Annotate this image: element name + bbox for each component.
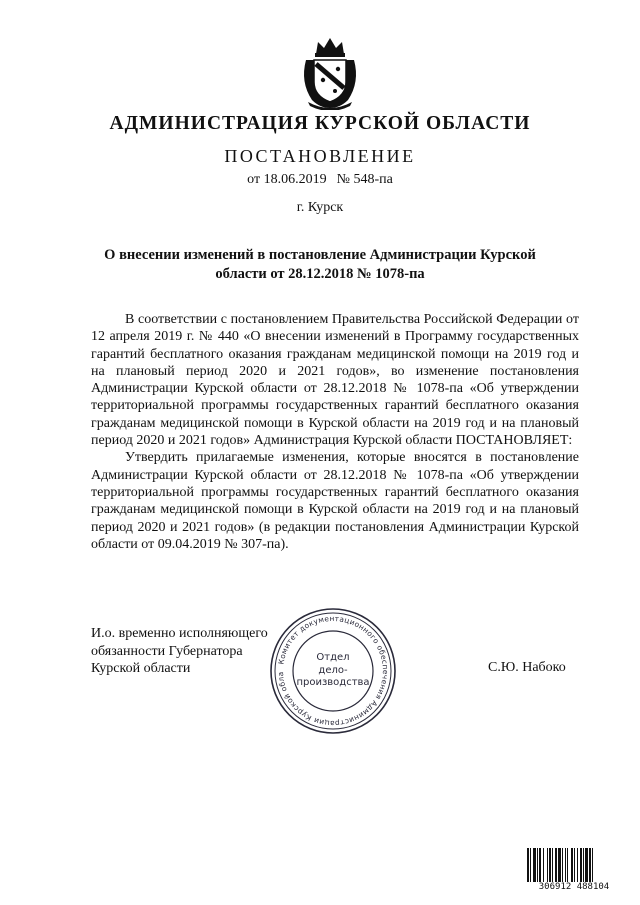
stamp-center-line-1: Отдел [316,652,350,663]
organization-title: АДМИНИСТРАЦИЯ КУРСКОЙ ОБЛАСТИ [109,113,531,134]
stamp-center-line-3: производства [296,677,370,688]
signatory-position-line-2: обязанности Губернатора [91,643,243,659]
barcode-bar [558,848,561,884]
document-number: № 548-па [336,172,393,187]
document-subject [100,246,540,284]
stamp-ring-text: Комитет документационного обеспечения Администрации Курской обла [275,613,391,729]
signatory-name: С.Ю. Набоко [488,660,566,675]
barcode-bar [577,848,578,884]
barcode-bar [549,848,551,884]
barcode-bar [571,848,573,884]
barcode-bars [526,848,622,884]
subject-line-2: области от 28.12.2018 № 1078-па [215,266,425,282]
document-barcode [526,848,622,896]
barcode-bar [567,848,568,884]
signatory-position-line-1: И.о. временно исполняющего [91,626,268,641]
barcode-bar [533,848,536,884]
barcode-bar [565,848,566,884]
barcode-bar [543,848,544,884]
signatory-position-line-3: Курской области [91,661,191,676]
document-date: от 18.06.2019 [247,172,327,187]
subject-line-1: О внесении изменений в постановление Администрации Курской [104,247,536,263]
barcode-bar [552,848,553,884]
body-paragraph-2: Утвердить прилагаемые изменения, которые вносятся в постановление Администрации Курской области от 28.12.2018 № 1078-па «Об утверждении территориальной программы государственных гарантий бесплатного оказания гражданам медицинской помощи в Курской области на 2019 год и на плановый период 2020 и 2021 годов» (в редакции постановления Администрации Курской области от 09.04.2019 № 307-па). [91,450,579,552]
office-stamp [268,606,398,736]
signatory-position [91,625,291,678]
barcode-bar [555,848,557,884]
barcode-bar [547,848,548,884]
barcode-bar [583,848,584,884]
barcode-bar [562,848,563,884]
document-body [91,311,579,553]
barcode-bar [589,848,591,884]
barcode-bar [527,848,529,884]
document-date-number [0,172,640,188]
document-type: ПОСТАНОВЛЕНИЕ [224,146,416,166]
barcode-bar [537,848,538,884]
coat-of-arms-emblem [298,36,362,110]
barcode-number: 306912 488104 [526,882,622,893]
body-paragraph-1: В соответствии с постановлением Правительства Российской Федерации от 12 апреля 2019 г. № 440 «О внесении изменений в Программу государственных гарантий бесплатного оказания гражданам медицинской помощи на 2019 год и на плановый период 2020 и 2021 годов», во изменение постановления Администрации Курской области от 28.12.2018 № 1078-па «Об утверждении территориальной программы государственных гарантий бесплатного оказания гражданам медицинской помощи в Курской области на 2019 год и на плановый период 2020 и 2021 годов» Администрация Курской области ПОСТАНОВЛЯЕТ: [91,312,579,449]
barcode-bar [530,848,531,884]
stamp-center-text [296,652,370,690]
barcode-bar [574,848,575,884]
barcode-bar [539,848,541,884]
stamp-center-line-2: дело- [318,664,348,676]
barcode-bar [580,848,582,884]
barcode-bar [592,848,593,884]
issue-city: г. Курск [296,200,344,215]
barcode-bar [585,848,588,884]
